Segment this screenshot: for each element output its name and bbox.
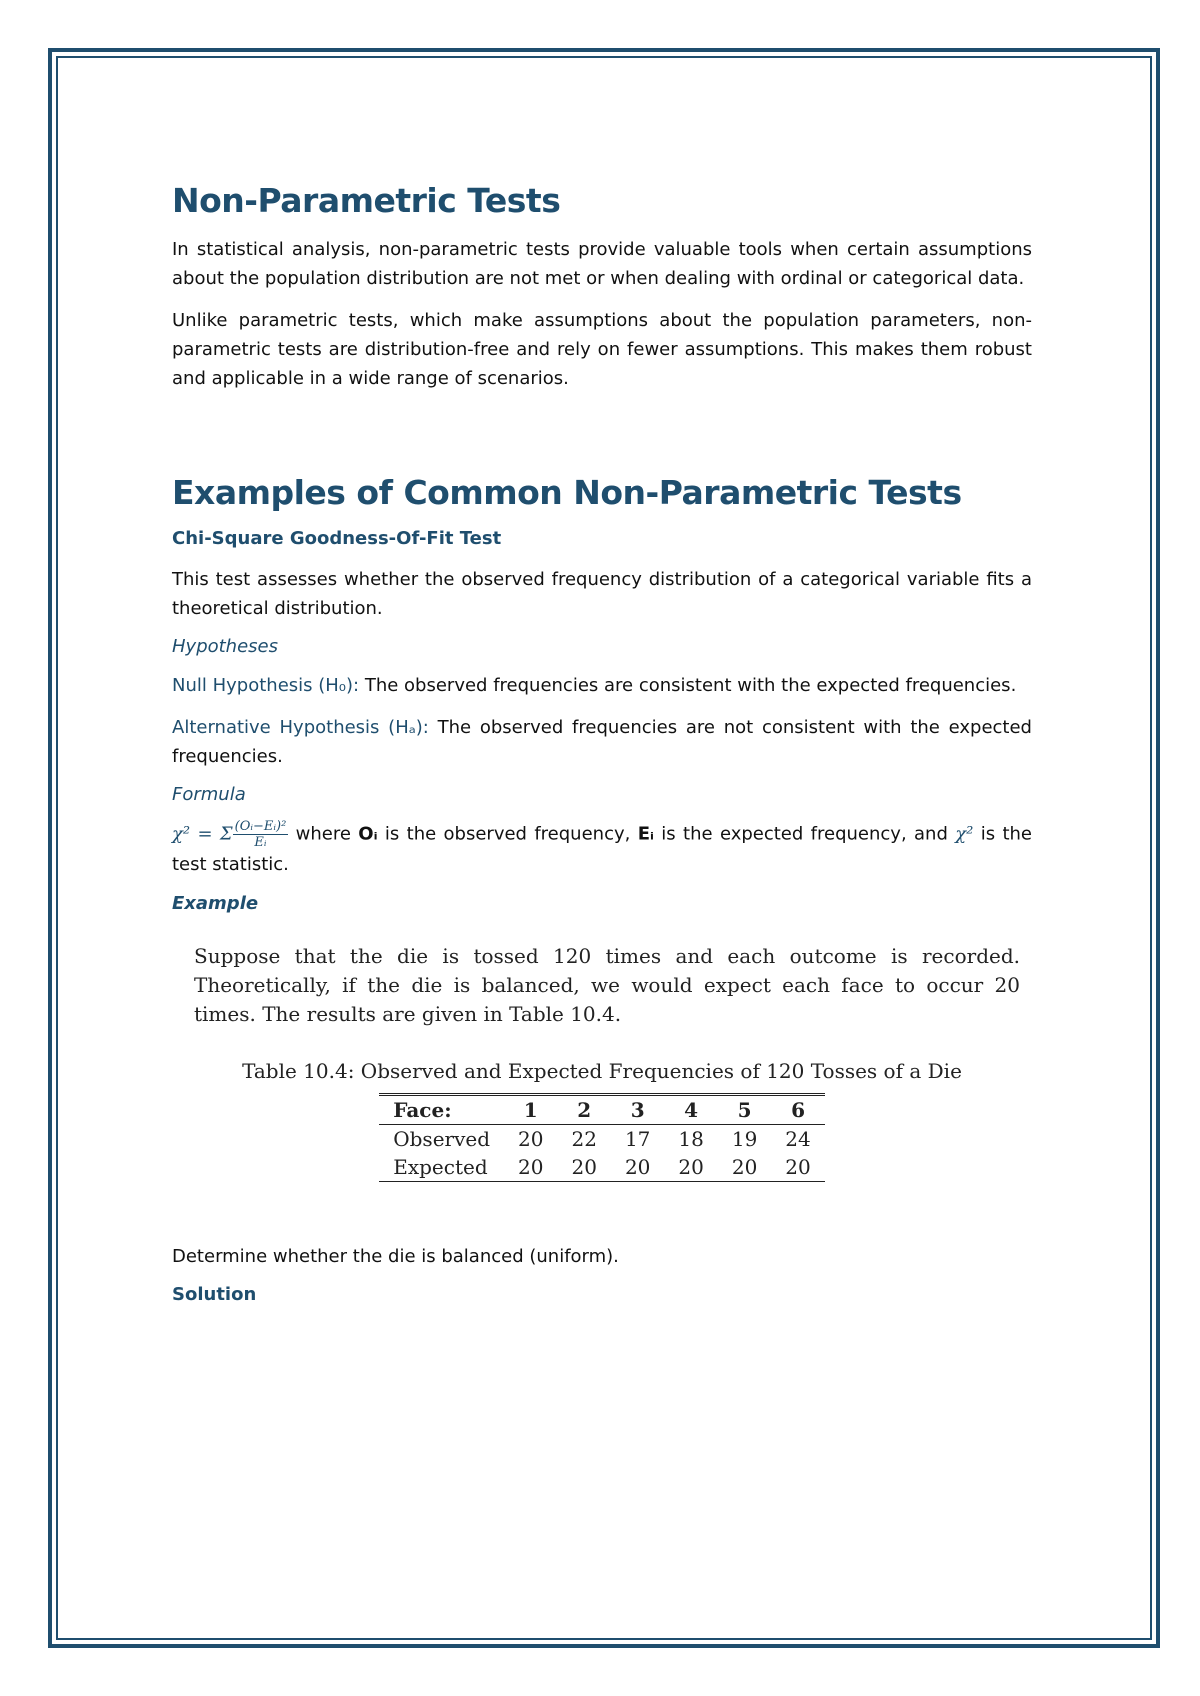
paragraph-determine: Determine whether the die is balanced (uniform). (172, 1245, 619, 1267)
document-body (172, 180, 1032, 1321)
formula-numerator: (Oᵢ−Eᵢ)² (234, 818, 287, 834)
section-heading-nonparametric: Non-Parametric Tests (172, 181, 561, 220)
symbol-e: Eᵢ (637, 823, 654, 844)
table-caption: Table 10.4: Observed and Expected Frequencies of 120 Tosses of a Die (242, 1058, 962, 1083)
table-header-row (379, 1094, 825, 1124)
table-row-observed (379, 1124, 825, 1153)
label-solution: Solution (172, 1283, 257, 1305)
table-cell: 22 (571, 1126, 597, 1151)
null-hypothesis-label: Null Hypothesis (H₀): (172, 674, 360, 696)
table-cell: 20 (557, 1153, 610, 1182)
table-cell: 20 (611, 1153, 664, 1182)
symbol-o: Oᵢ (358, 823, 378, 844)
table-row-expected (379, 1153, 825, 1182)
frequency-table (379, 1093, 825, 1182)
table-header-cell: 3 (611, 1094, 664, 1124)
table-cell: 20 (518, 1126, 544, 1151)
paragraph-unlike: Unlike parametric tests, which make assumptions about the population parameters, non-parametric tests are distribution-free and rely on fewer assumptions. This makes them robust and applicable in a wide range of scenarios. (172, 310, 1032, 390)
text-chi: is the test statistic. (172, 823, 1033, 875)
table-cell: Observed (393, 1126, 491, 1151)
table-cell: 17 (624, 1126, 651, 1151)
label-hypotheses: Hypotheses (172, 635, 278, 657)
formula-lhs: χ² = Σ (172, 823, 233, 844)
table-cell: 20 (718, 1153, 771, 1182)
formula-denominator: Eᵢ (254, 834, 267, 850)
null-hypothesis (172, 671, 1032, 700)
paragraph-test-description: This test assesses whether the observed frequency distribution of a categorical variable fits a theoretical distribution. (172, 568, 1032, 619)
alt-hypothesis-text: The observed frequencies are not consistent with the expected frequencies. (172, 716, 1032, 767)
symbol-chi: χ² (955, 823, 974, 844)
label-example: Example (172, 892, 259, 914)
formula-where: where (288, 823, 359, 844)
table-cell: Expected (379, 1153, 504, 1182)
alt-hypothesis-label: Alternative Hypothesis (Hₐ): (172, 716, 429, 738)
label-formula: Formula (172, 783, 246, 805)
null-hypothesis-text: The observed frequencies are consistent with the expected frequencies. (359, 674, 1017, 696)
table-cell: 19 (731, 1126, 758, 1151)
subheading-chi-square: Chi-Square Goodness-Of-Fit Test (172, 527, 502, 549)
table-cell: 20 (664, 1153, 717, 1182)
section-heading-examples: Examples of Common Non-Parametric Tests (172, 473, 962, 513)
formula-paragraph (172, 819, 1032, 879)
alternative-hypothesis (172, 713, 1032, 771)
table-header-cell: 2 (557, 1094, 610, 1124)
table-header-cell: 1 (504, 1094, 557, 1124)
text-o: is the observed frequency, (377, 823, 638, 844)
example-quote: Suppose that the die is tossed 120 times and each outcome is recorded. Theoretically, if the die is balanced, we would expect each face to occur 20 times. The results are given in Table 10.4. (194, 943, 1020, 1026)
text-e: is the expected frequency, and (653, 823, 956, 844)
table-cell: 20 (504, 1153, 557, 1182)
table-cell: 20 (771, 1153, 824, 1182)
table-cell: 24 (785, 1126, 811, 1151)
table-header-cell: 5 (718, 1094, 771, 1124)
table-header-cell: 4 (664, 1094, 717, 1124)
table-cell: 18 (678, 1126, 704, 1151)
table-header-cell: Face: (379, 1094, 504, 1124)
table-header-cell: 6 (771, 1094, 824, 1124)
formula-fraction (233, 819, 289, 850)
paragraph-intro: In statistical analysis, non-parametric tests provide valuable tools when certain assumptions about the population distribution are not met or when dealing with ordinal or categorical data. (172, 239, 1032, 290)
